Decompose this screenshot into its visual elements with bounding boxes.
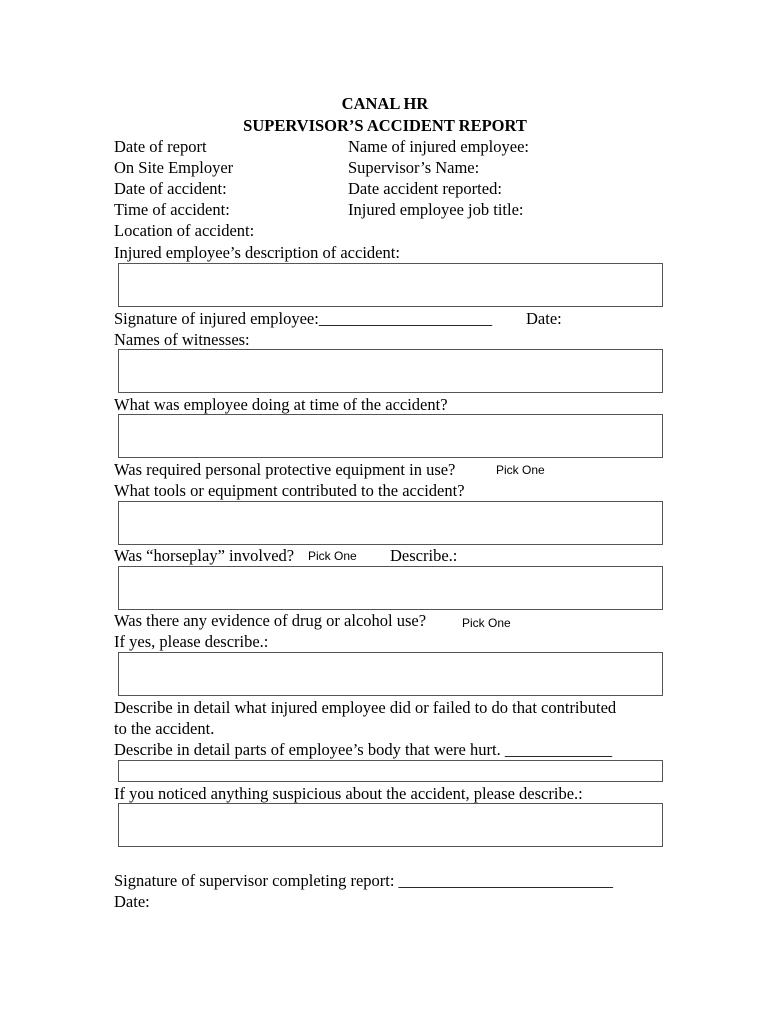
suspicious-label: If you noticed anything suspicious about the accident, please describe.: [114,784,583,803]
body-parts-field[interactable] [118,760,663,782]
horseplay-label: Was “horseplay” involved? [114,546,295,565]
body-parts-label: Describe in detail parts of employee’s body that were hurt. _____________ [114,740,613,759]
time-of-accident-label: Time of accident: [114,200,230,219]
job-title-label: Injured employee job title: [348,200,524,219]
tools-label: What tools or equipment contributed to the accident? [114,481,465,500]
witnesses-label: Names of witnesses: [114,330,250,349]
ppe-label: Was required personal protective equipment in use? [114,460,456,479]
drugs-label: Was there any evidence of drug or alcohol use? [114,611,427,630]
final-date-label: Date: [114,892,150,911]
date-reported-label: Date accident reported: [348,179,502,198]
location-label: Location of accident: [114,221,255,240]
on-site-employer-label: On Site Employer [114,158,234,177]
description-label: Injured employee’s description of accident: [114,243,400,262]
suspicious-field[interactable] [118,803,663,847]
signature-supervisor-label: Signature of supervisor completing report: __________________________ [114,871,614,890]
supervisor-name-label: Supervisor’s Name: [348,158,480,177]
horseplay-field[interactable] [118,566,663,610]
tools-field[interactable] [118,501,663,545]
signature-date-label: Date: [526,309,562,328]
horseplay-dropdown[interactable]: Pick One [308,549,357,563]
witnesses-field[interactable] [118,349,663,393]
drugs-dropdown[interactable]: Pick One [462,616,511,630]
date-of-report-label: Date of report [114,137,207,156]
ppe-dropdown[interactable]: Pick One [496,463,545,477]
doing-label: What was employee doing at time of the accident? [114,395,448,414]
detail-label-1: Describe in detail what injured employee did or failed to do that contributed [114,698,617,717]
name-injured-label: Name of injured employee: [348,137,529,156]
signature-injured-label: Signature of injured employee:_____________________ [114,309,493,328]
report-title: SUPERVISOR’S ACCIDENT REPORT [243,116,527,135]
horseplay-describe-label: Describe.: [390,546,458,565]
company-name: CANAL HR [341,94,429,113]
if-yes-label: If yes, please describe.: [114,632,269,651]
date-of-accident-label: Date of accident: [114,179,227,198]
description-field[interactable] [118,263,663,307]
doing-field[interactable] [118,414,663,458]
drugs-field[interactable] [118,652,663,696]
detail-label-2: to the accident. [114,719,215,738]
